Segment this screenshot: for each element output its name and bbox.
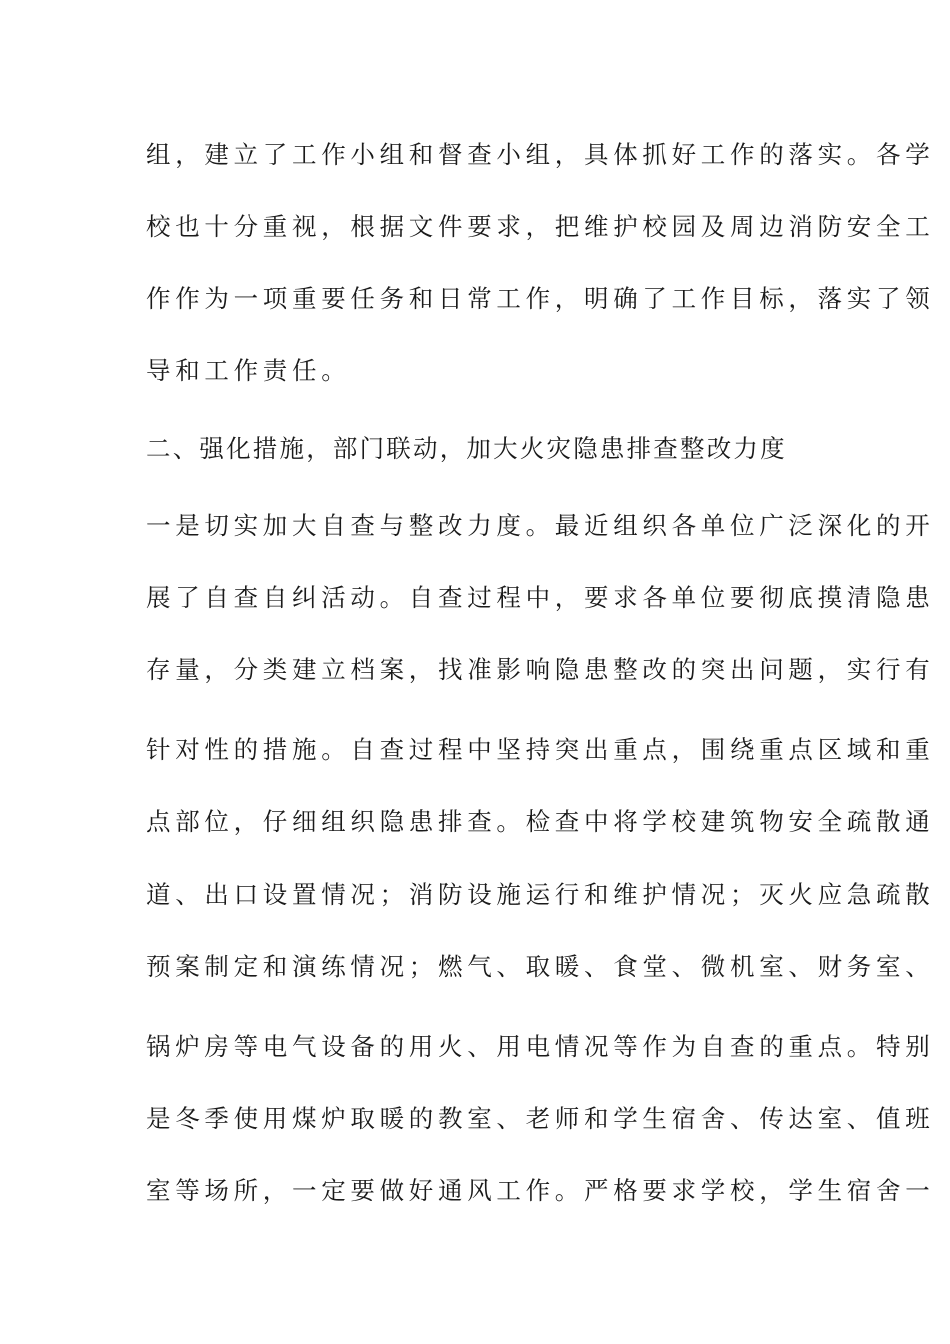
text-line: 点部位，仔细组织隐患排查。检查中将学校建筑物安全疏散通 xyxy=(146,807,935,836)
text-line: 针对性的措施。自查过程中坚持突出重点，围绕重点区域和重 xyxy=(146,735,935,764)
text-line: 校也十分重视，根据文件要求，把维护校园及周边消防安全工 xyxy=(146,212,935,241)
text-line: 道、出口设置情况；消防设施运行和维护情况；灭火应急疏散 xyxy=(146,880,935,909)
section-heading: 二、强化措施，部门联动，加大火灾隐患排查整改力度 xyxy=(146,434,787,463)
text-line: 作作为一项重要任务和日常工作，明确了工作目标，落实了领 xyxy=(146,284,935,313)
text-line: 组，建立了工作小组和督查小组，具体抓好工作的落实。各学 xyxy=(146,140,935,169)
text-line: 室等场所，一定要做好通风工作。严格要求学校，学生宿舍一 xyxy=(146,1176,935,1205)
text-line: 锅炉房等电气设备的用火、用电情况等作为自查的重点。特别 xyxy=(146,1032,935,1061)
text-line: 展了自查自纠活动。自查过程中，要求各单位要彻底摸清隐患 xyxy=(146,583,935,612)
text-line: 预案制定和演练情况；燃气、取暖、食堂、微机室、财务室、 xyxy=(146,952,935,981)
text-line: 一是切实加大自查与整改力度。最近组织各单位广泛深化的开 xyxy=(146,511,935,540)
text-line: 存量，分类建立档案，找准影响隐患整改的突出问题，实行有 xyxy=(146,655,935,684)
text-line: 是冬季使用煤炉取暖的教室、老师和学生宿舍、传达室、值班 xyxy=(146,1104,935,1133)
text-line: 导和工作责任。 xyxy=(146,356,351,385)
